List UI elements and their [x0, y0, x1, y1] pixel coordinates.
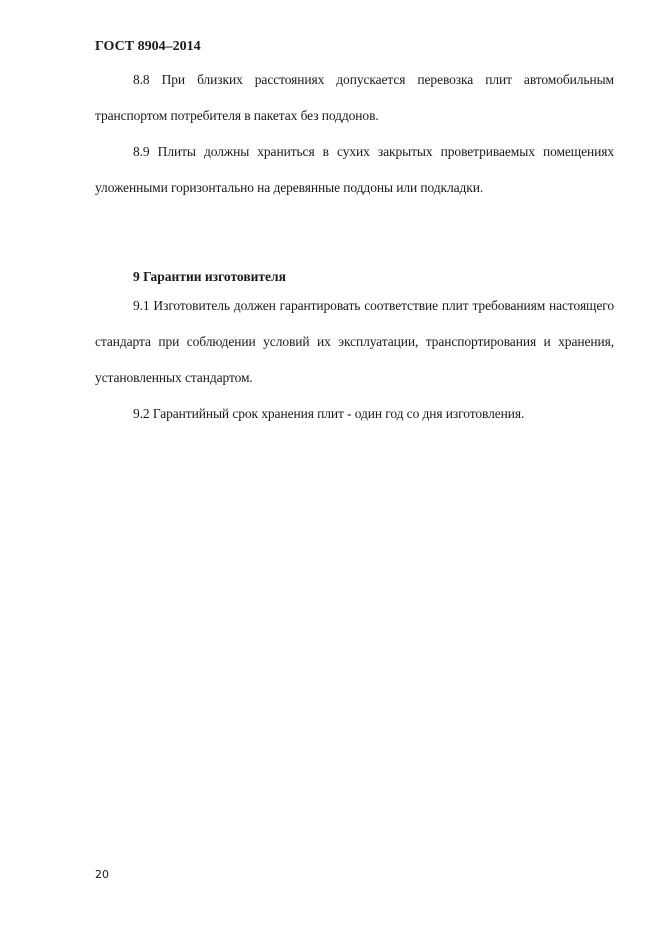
section-heading: 9 Гарантии изготовителя: [133, 269, 286, 284]
paragraph-9-2: 9.2 Гарантийный срок хранения плит - один год со дня изготовления.: [133, 406, 525, 421]
paragraph-8-8: 8.8 При близких расстояниях допускается перевозка плит автомобильным транспортом потребителя в пакетах без поддонов.: [95, 72, 614, 123]
page-number: 20: [95, 868, 109, 881]
paragraph-9-1: 9.1 Изготовитель должен гарантировать соответствие плит требованиям настоящего стандарта при соблюдении условий их эксплуатации, транспортирования и хранения, установленных стандартом.: [95, 298, 614, 385]
document-header: ГОСТ 8904–2014: [95, 39, 201, 54]
paragraph-8-9: 8.9 Плиты должны храниться в сухих закрытых проветриваемых помещениях уложенными горизонтально на деревянные поддоны или подкладки.: [95, 144, 614, 195]
